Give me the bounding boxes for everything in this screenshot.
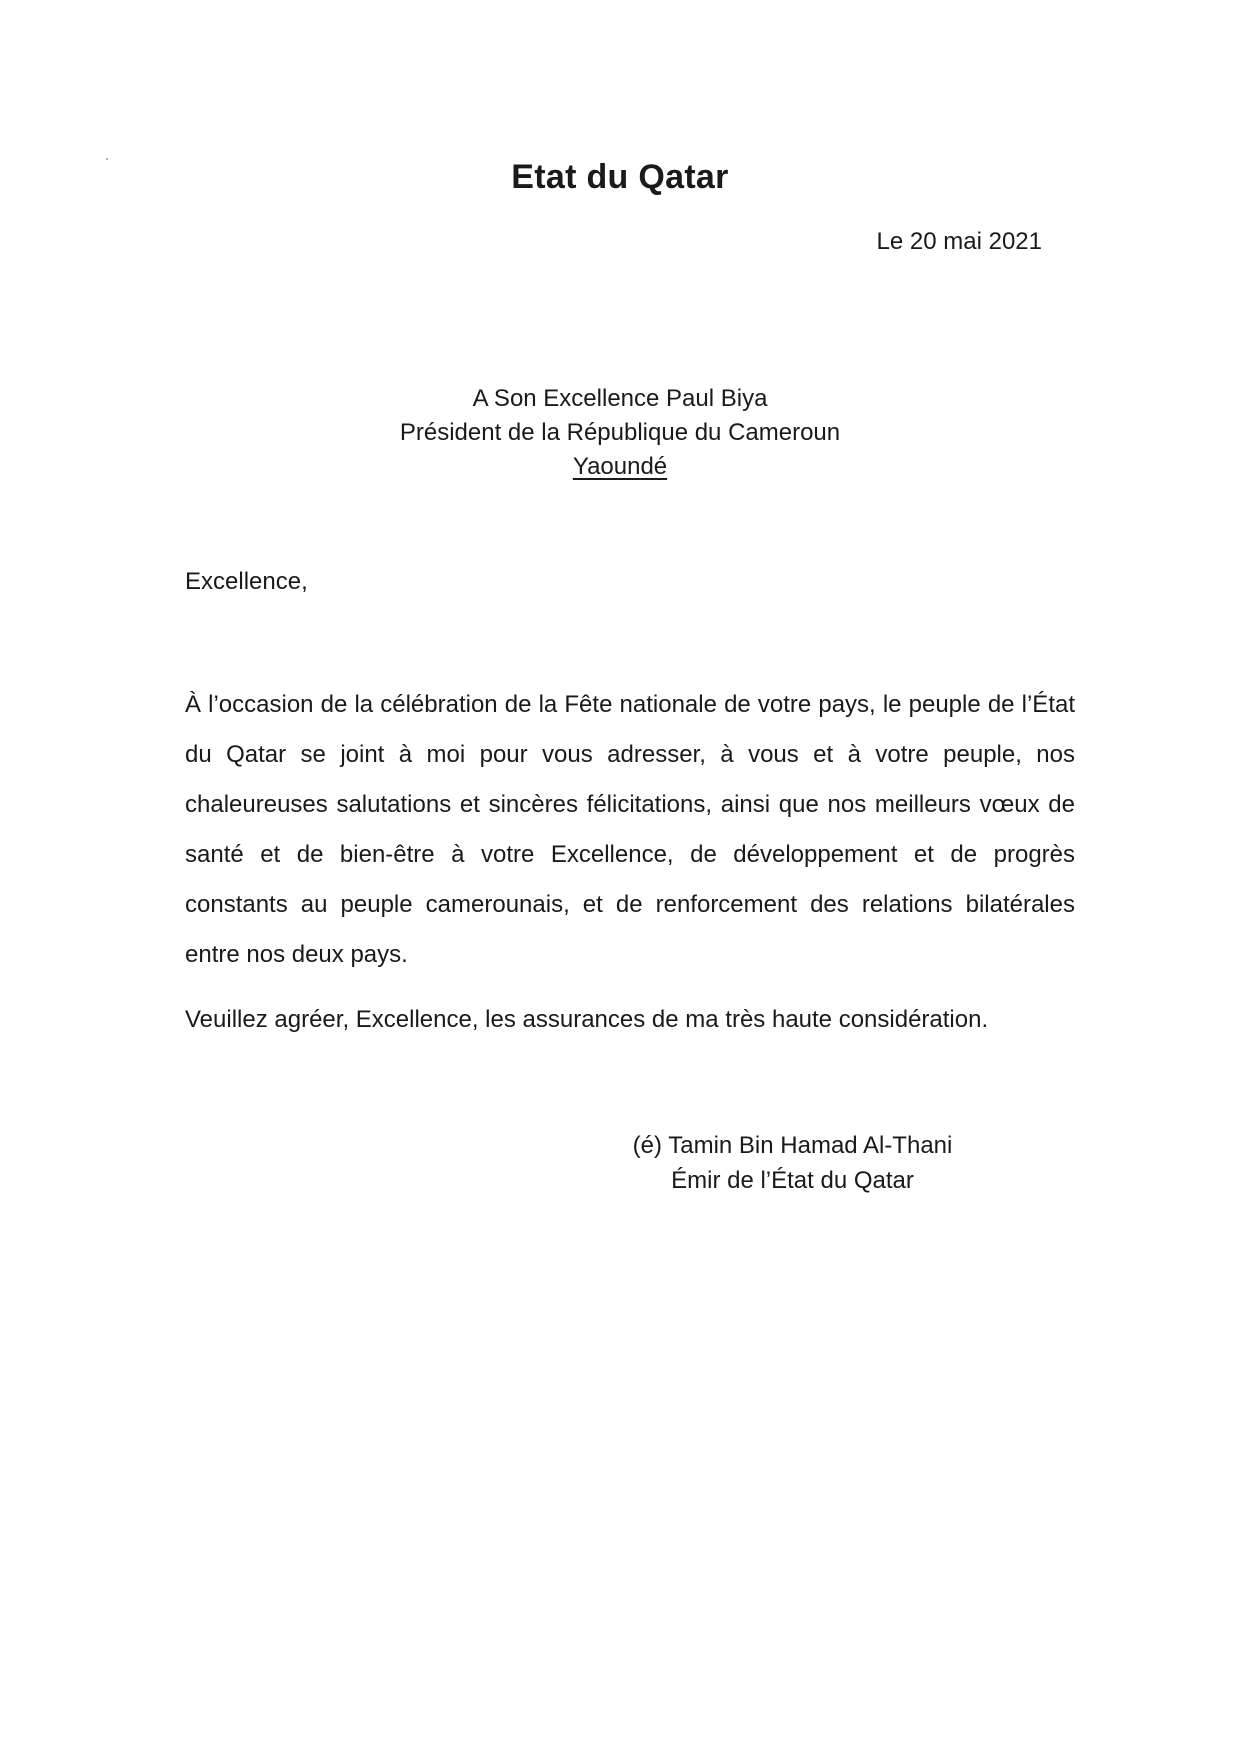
letter-body: À l’occasion de la célébration de la Fête nationale de votre pays, le peuple de l’État du Qatar se joint à moi pour vous adresser, à vous et à votre peuple, nos chaleureuses salutations et sincères félicitations, ainsi que nos meilleurs vœux de santé et de bien-être à votre Excellence, de développement et de progrès constants au peuple camerounais, et de renforcement des relations bilatérales entre nos deux pays. (185, 691, 1075, 968)
signatory-name: (é) Tamin Bin Hamad Al-Thani (632, 1132, 953, 1159)
recipient-name: A Son Excellence Paul Biya (472, 385, 768, 412)
closing-formula: Veuillez agréer, Excellence, les assurances de ma très haute considération. (185, 1006, 989, 1033)
letter-heading: Etat du Qatar (511, 158, 729, 196)
recipient-city: Yaoundé (572, 453, 668, 480)
salutation: Excellence, (185, 568, 308, 595)
recipient-block (0, 382, 1240, 484)
recipient-title: Président de la République du Cameroun (399, 419, 841, 446)
letter-date: Le 20 mai 2021 (876, 228, 1042, 255)
signature-block (0, 1128, 1240, 1198)
signatory-title: Émir de l’État du Qatar (671, 1167, 914, 1194)
